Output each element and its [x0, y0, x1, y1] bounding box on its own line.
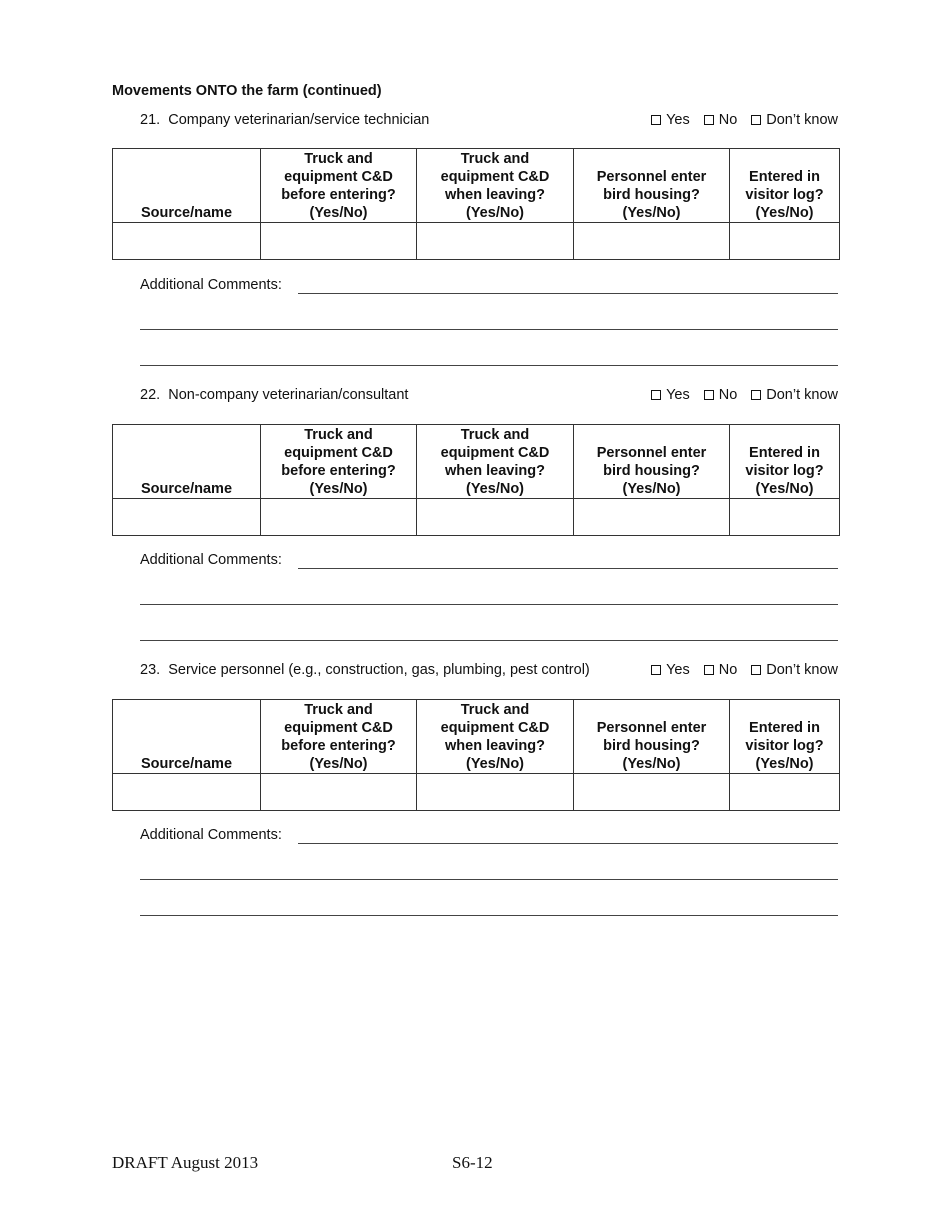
header-cd-before: Truck and equipment C&D before entering? (Yes/No) — [261, 149, 417, 223]
table-row — [113, 223, 840, 260]
option-dont-know[interactable]: Don’t know — [751, 662, 838, 678]
comments-line[interactable] — [298, 843, 838, 844]
cell-personnel-enter[interactable] — [574, 223, 730, 260]
header-personnel-enter: Personnel enter bird housing? (Yes/No) — [574, 149, 730, 223]
header-source-name: Source/name — [113, 149, 261, 223]
header-source-name: Source/name — [113, 425, 261, 499]
question-text: 21. Company veterinarian/service technician — [140, 112, 430, 128]
cell-cd-leaving[interactable] — [417, 223, 574, 260]
table-22 — [112, 424, 840, 536]
cell-cd-leaving[interactable] — [417, 774, 574, 811]
table-row — [113, 499, 840, 536]
cell-personnel-enter[interactable] — [574, 774, 730, 811]
table-row — [113, 774, 840, 811]
checkbox-icon[interactable] — [751, 665, 761, 675]
cell-personnel-enter[interactable] — [574, 499, 730, 536]
header-cd-leaving: Truck and equipment C&D when leaving? (Yes/No) — [417, 149, 574, 223]
answer-options — [651, 112, 838, 128]
header-personnel-enter: Personnel enter bird housing? (Yes/No) — [574, 425, 730, 499]
checkbox-icon[interactable] — [751, 390, 761, 400]
option-yes[interactable]: Yes — [651, 662, 690, 678]
question-text: 23. Service personnel (e.g., construction, gas, plumbing, pest control) — [140, 662, 590, 678]
option-dont-know[interactable]: Don’t know — [751, 387, 838, 403]
question-23 — [140, 662, 838, 682]
header-visitor-log: Entered in visitor log? (Yes/No) — [730, 700, 840, 774]
comments-line[interactable] — [140, 915, 838, 916]
comments-line[interactable] — [140, 329, 838, 330]
checkbox-icon[interactable] — [751, 115, 761, 125]
header-personnel-enter: Personnel enter bird housing? (Yes/No) — [574, 700, 730, 774]
checkbox-icon[interactable] — [651, 115, 661, 125]
comments-line[interactable] — [140, 879, 838, 880]
comments-line[interactable] — [140, 604, 838, 605]
checkbox-icon[interactable] — [651, 665, 661, 675]
option-no[interactable]: No — [704, 112, 738, 128]
header-cd-before: Truck and equipment C&D before entering? (Yes/No) — [261, 425, 417, 499]
cell-cd-leaving[interactable] — [417, 499, 574, 536]
option-no[interactable]: No — [704, 662, 738, 678]
option-yes[interactable]: Yes — [651, 387, 690, 403]
footer-draft-date: DRAFT August 2013 — [112, 1153, 259, 1172]
comments-label: Additional Comments: — [140, 827, 282, 843]
comments-line[interactable] — [298, 293, 838, 294]
checkbox-icon[interactable] — [704, 665, 714, 675]
answer-options — [651, 662, 838, 678]
comments-line[interactable] — [298, 568, 838, 569]
comments-line[interactable] — [140, 640, 838, 641]
question-text: 22. Non-company veterinarian/consultant — [140, 387, 409, 403]
table-21 — [112, 148, 840, 260]
checkbox-icon[interactable] — [704, 115, 714, 125]
option-yes[interactable]: Yes — [651, 112, 690, 128]
comments-line[interactable] — [140, 365, 838, 366]
table-23 — [112, 699, 840, 811]
checkbox-icon[interactable] — [704, 390, 714, 400]
cell-cd-before[interactable] — [261, 774, 417, 811]
footer-page-number: S6-12 — [452, 1153, 493, 1172]
cell-cd-before[interactable] — [261, 499, 417, 536]
cell-visitor-log[interactable] — [730, 499, 840, 536]
question-22 — [140, 387, 838, 407]
header-cd-before: Truck and equipment C&D before entering? (Yes/No) — [261, 700, 417, 774]
cell-source-name[interactable] — [113, 774, 261, 811]
comments-label: Additional Comments: — [140, 277, 282, 293]
header-cd-leaving: Truck and equipment C&D when leaving? (Yes/No) — [417, 425, 574, 499]
cell-source-name[interactable] — [113, 499, 261, 536]
section-heading: Movements ONTO the farm (continued) — [112, 83, 382, 99]
cell-cd-before[interactable] — [261, 223, 417, 260]
checkbox-icon[interactable] — [651, 390, 661, 400]
header-visitor-log: Entered in visitor log? (Yes/No) — [730, 149, 840, 223]
option-no[interactable]: No — [704, 387, 738, 403]
cell-visitor-log[interactable] — [730, 223, 840, 260]
header-source-name: Source/name — [113, 700, 261, 774]
header-visitor-log: Entered in visitor log? (Yes/No) — [730, 425, 840, 499]
option-dont-know[interactable]: Don’t know — [751, 112, 838, 128]
comments-label: Additional Comments: — [140, 552, 282, 568]
question-21 — [140, 112, 838, 132]
cell-visitor-log[interactable] — [730, 774, 840, 811]
answer-options — [651, 387, 838, 403]
cell-source-name[interactable] — [113, 223, 261, 260]
header-cd-leaving: Truck and equipment C&D when leaving? (Yes/No) — [417, 700, 574, 774]
